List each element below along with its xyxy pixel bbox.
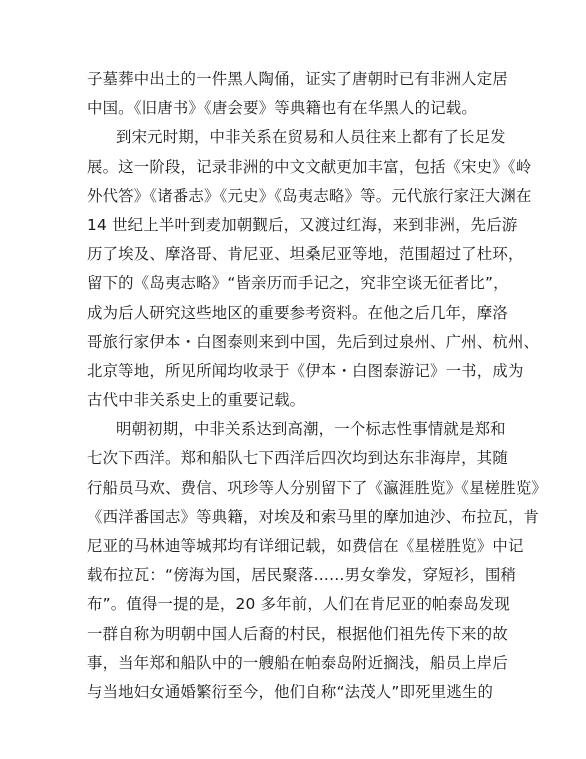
text-line: 历了埃及、摩洛哥、肯尼亚、坦桑尼亚等地，范围超过了杜环， [87,245,524,264]
text-line: 中国。《旧唐书》《唐会要》等典籍也有在华黑人的记载。 [87,99,477,118]
text-line: 载布拉瓦：“傍海为国，居民聚落……男女拳发，穿短衫，围稍 [87,566,517,585]
text-line: 展。这一阶段，记录非洲的中文文献更加丰富，包括《宋史》《岭 [87,157,532,176]
text-line: 尼亚的马林迪等城邦均有详细记载，如费信在《星槎胜览》中记 [87,537,524,555]
text-line: 留下的《岛夷志略》“皆亲历而手记之，究非空谈无征者比”， [87,274,509,293]
text-line: 七次下西洋。郑和船队七下西洋后四次均到达东非海岸，其随 [87,449,508,468]
text-line: 子墓葬中出土的一件黑人陶俑，证实了唐朝时已有非洲人定居 [87,70,508,88]
text-line: 一群自称为明朝中国人后裔的村民，根据他们祖先传下来的故 [87,624,508,643]
text-line: 行船员马欢、费信、巩珍等人分别留下了《瀛涯胜览》《星槎胜览》 [87,478,548,497]
text-line: 成为后人研究这些地区的重要参考资料。在他之后几年，摩洛 [87,303,508,322]
text-line: 与当地妇女通婚繁衍至今，他们自称“法茂人”即死里逃生的 [87,682,494,701]
text-line: 哥旅行家伊本・白图泰则来到中国，先后到过泉州、广州、杭州、 [87,332,540,351]
text-line: 北京等地，所见所闻均收录于《伊本・白图泰游记》一书，成为 [87,361,524,380]
body-text [87,65,548,707]
text-line: 外代答》《诸番志》《元史》《岛夷志略》等。元代旅行家汪大渊在 [87,186,532,205]
paragraph-first-line: 到宋元时期，中非关系在贸易和人员往来上都有了长足发 [116,128,506,147]
text-line: 事，当年郑和船队中的一艘船在帕泰岛附近搁浅，船员上岸后 [87,653,508,672]
text-line: 布”。值得一提的是，20 多年前，人们在肯尼亚的帕泰岛发现 [87,595,511,614]
paragraph-first-line: 明朝初期，中非关系达到高潮，一个标志性事情就是郑和 [116,420,506,439]
text-line: 古代中非关系史上的重要记载。 [87,391,306,410]
text-line: 《西洋番国志》等典籍，对埃及和索马里的摩加迪沙、布拉瓦，肯 [87,507,540,526]
text-line: 14 世纪上半叶到麦加朝觐后，又渡过红海，来到非洲，先后游 [87,215,518,234]
